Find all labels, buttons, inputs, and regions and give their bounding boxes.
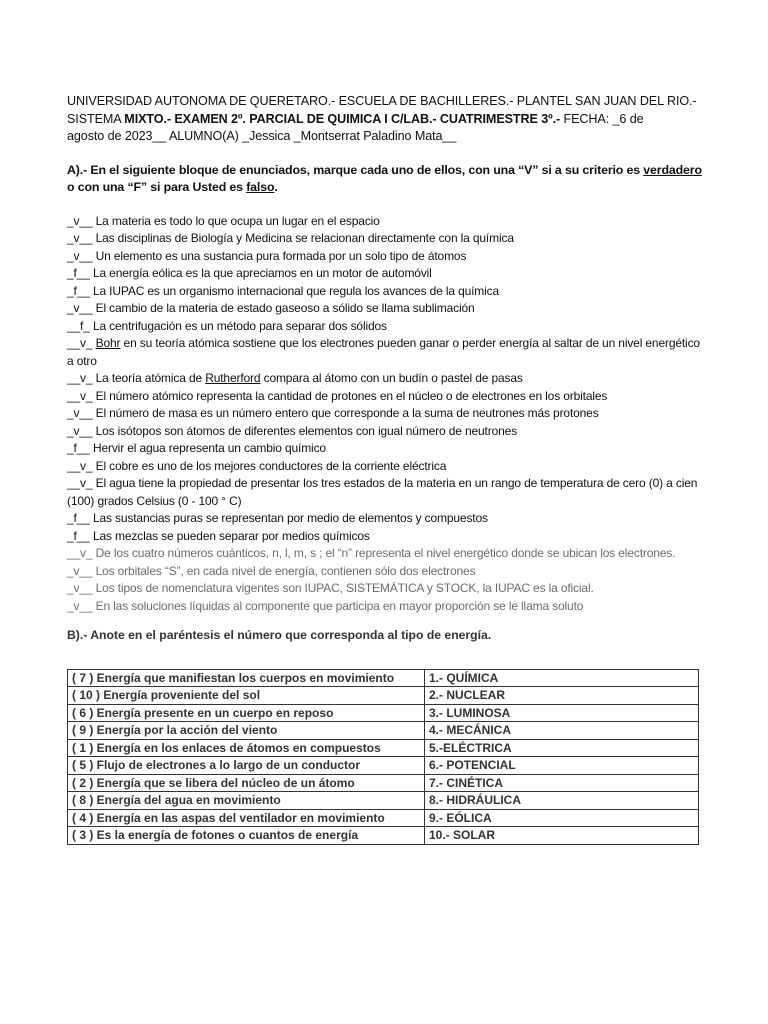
exam-page [67,93,703,845]
energy-type-cell: 5.-ELÉCTRICA [425,739,699,757]
table-row [68,687,699,705]
table-row [68,739,699,757]
energy-type-cell: 4.- MECÁNICA [425,722,699,740]
statement-item [67,335,703,370]
statement-item: _v__ La materia es todo lo que ocupa un lugar en el espacio [67,213,380,228]
statement-item: _v__ Los isótopos son átomos de diferentes elementos con igual número de neutrones [67,423,517,438]
statement-item: _f__ Hervir el agua representa un cambio químico [67,441,326,455]
statement-item: _f__ La IUPAC es un organismo internacional que regula los avances de la química [67,283,500,298]
exam-header [67,93,703,146]
header-system-label: SISTEMA [67,111,125,126]
table-row [68,704,699,722]
energy-type-cell: 10.- SOLAR [425,827,699,845]
section-a-instructions [67,162,703,197]
statement-item: _v__ En las soluciones líquidas al componente que participa en mayor proporción se le llama soluto [67,598,584,613]
statement-item: _v__ Los orbitales “S”, en cada nivel de energía, contienen sólo dos electrones [67,563,476,578]
table-row [68,722,699,740]
table-row [68,809,699,827]
energy-type-cell: 3.- LUMINOSA [425,704,699,722]
statement-list [67,213,703,616]
energy-type-cell: 7.- CINÉTICA [425,774,699,792]
statement-item: __f_ La centrifugación es un método para separar dos sólidos [67,318,387,333]
energy-type-cell: 9.- EÓLICA [425,809,699,827]
table-row [68,792,699,810]
energy-description-cell: ( 9 ) Energía por la acción del viento [68,722,425,740]
section-a-text-3: . [274,180,278,194]
statement-item: _v__ Los tipos de nomenclatura vigentes son IUPAC, SISTEMÁTICA y STOCK, la IUPAC es la oficial. [67,581,594,595]
energy-description-cell: ( 6 ) Energía presente en un cuerpo en reposo [68,704,425,722]
energy-description-cell: ( 2 ) Energía que se libera del núcleo de un átomo [68,774,425,792]
header-date-label: FECHA: _6 de [560,111,644,126]
statement-text-pre: __v_ La teoría atómica de [67,371,206,385]
statement-item: __v_ El cobre es uno de los mejores conductores de la corriente eléctrica [67,458,447,473]
statement-item: _f__ Las mezclas se pueden separar por medios químicos [67,528,370,543]
statement-item: __v_ El agua tiene la propiedad de presentar los tres estados de la materia en un rango de temperatura de cero (0) a cien (100) grados Celsius (0 - 100 ° C) [67,476,698,508]
header-exam-title: MIXTO.- EXAMEN 2º. PARCIAL DE QUIMICA I C/LAB.- CUATRIMESTRE 3º.- [124,111,561,126]
statement-item: __v_ De los cuatro números cuánticos, n, l, m, s ; el “n” representa el nivel energético donde se ubican los electrones. [67,546,676,560]
statement-text-post: en su teoría atómica sostiene que los electrones pueden ganar o perder energía al saltar de un nivel energético a otro [67,336,700,368]
statement-item: _v__ El cambio de la materia de estado gaseoso a sólido se llama sublimación [67,301,475,315]
section-a-underline-true: verdadero [643,162,702,177]
statement-item [67,370,703,388]
statement-underlined-name: Rutherford [205,371,261,385]
energy-description-cell: ( 5 ) Flujo de electrones a lo largo de un conductor [68,757,425,775]
energy-type-cell: 1.- QUÍMICA [425,669,699,687]
statement-item: _v__ El número de masa es un número entero que corresponde a la suma de neutrones más protones [67,406,599,420]
statement-item: _v__ Un elemento es una sustancia pura formada por un solo tipo de átomos [67,248,467,263]
energy-description-cell: ( 10 ) Energía proveniente del sol [68,687,425,705]
table-row [68,827,699,845]
statement-item: _v__ Las disciplinas de Biología y Medicina se relacionan directamente con la química [67,231,514,245]
energy-matching-table [67,669,699,845]
header-line-1: UNIVERSIDAD AUTONOMA DE QUERETARO.- ESCUELA DE BACHILLERES.- PLANTEL SAN JUAN DEL RIO.- [67,94,697,108]
energy-description-cell: ( 7 ) Energía que manifiestan los cuerpos en movimiento [68,669,425,687]
section-a-text-1: A).- En el siguiente bloque de enunciados, marque cada uno de ellos, con una “V” si a su criterio es [67,162,644,177]
energy-type-cell: 8.- HIDRÁULICA [425,792,699,810]
energy-description-cell: ( 4 ) Energía en las aspas del ventilador en movimiento [68,809,425,827]
energy-description-cell: ( 1 ) Energía en los enlaces de átomos en compuestos [68,739,425,757]
statement-item: __v_ El número atómico representa la cantidad de protones en el núcleo o de electrones en los orbitales [67,388,608,403]
statement-item: _f__ La energía eólica es la que apreciamos en un motor de automóvil [67,266,432,280]
table-row [68,774,699,792]
statement-item: _f__ Las sustancias puras se representan por medio de elementos y compuestos [67,511,488,525]
section-b-instructions: B).- Anote en el paréntesis el número que corresponda al tipo de energía. [67,628,492,642]
table-row [68,757,699,775]
header-line-2 [67,111,703,129]
table-row [68,669,699,687]
energy-description-cell: ( 8 ) Energía del agua en movimiento [68,792,425,810]
statement-underlined-name: Bohr [95,336,121,350]
statement-text-pre: __v_ [67,336,96,350]
energy-type-cell: 2.- NUCLEAR [425,687,699,705]
section-a-text-2: o con una “F” si para Usted es [67,180,247,194]
energy-type-cell: 6.- POTENCIAL [425,757,699,775]
header-line-3: agosto de 2023__ ALUMNO(A) _Jessica _Montserrat Paladino Mata__ [67,129,457,143]
section-a-underline-false: falso [246,180,275,194]
energy-description-cell: ( 3 ) Es la energía de fotones o cuantos de energía [68,827,425,845]
statement-text-post: compara al átomo con un budín o pastel de pasas [260,371,523,385]
